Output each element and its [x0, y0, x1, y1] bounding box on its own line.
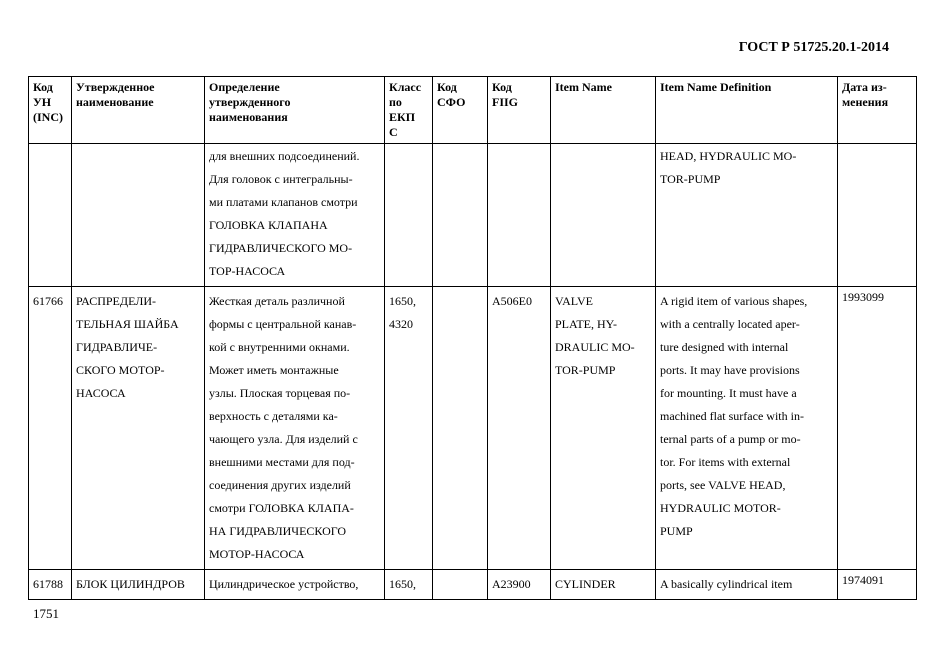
- cell-text: 4320: [389, 317, 413, 331]
- cell-item-def: [656, 144, 838, 287]
- cell-text: МОТОР-НАСОСА: [209, 547, 305, 561]
- cell-text: ternal parts of a pump or mo-: [660, 432, 801, 446]
- cell-text: DRAULIC MO-: [555, 340, 635, 354]
- cell-text: БЛОК ЦИЛИНДРОВ: [76, 577, 185, 591]
- cell-fiig: [488, 570, 551, 600]
- header-text: Код: [33, 80, 53, 94]
- header-text: менения: [842, 95, 889, 109]
- cell-text: ГИДРАВЛИЧЕСКОГО МО-: [209, 241, 353, 255]
- cell-text: VALVE: [555, 294, 594, 308]
- header-text: Код: [492, 80, 512, 94]
- cell-text: ture designed with internal: [660, 340, 789, 354]
- header-text: УН: [33, 95, 52, 109]
- cell-text: внешними местами для под-: [209, 455, 355, 469]
- cell-name: [72, 287, 205, 570]
- cell-date: [838, 287, 917, 570]
- page-number: 1751: [33, 606, 59, 621]
- cell-definition: [205, 287, 385, 570]
- header-text: Определение: [209, 80, 280, 94]
- cell-text: 1993099: [842, 290, 884, 304]
- cell-text: TOR-PUMP: [555, 363, 616, 377]
- cell-class: [385, 287, 433, 570]
- cell-text: для внешних подсоединений.: [209, 149, 360, 163]
- cell-text: ТЕЛЬНАЯ ШАЙБА: [76, 317, 179, 331]
- header-col-sfo: [433, 77, 488, 144]
- cell-inc: [29, 144, 72, 287]
- table-row: [29, 570, 917, 600]
- cell-text: ports, see VALVE HEAD,: [660, 478, 786, 492]
- header-text: ЕКП: [389, 110, 416, 124]
- header-text: СФО: [437, 95, 466, 109]
- cell-inc: [29, 287, 72, 570]
- header-text: Код: [437, 80, 457, 94]
- cell-text: PLATE, HY-: [555, 317, 617, 331]
- cell-text: ГОЛОВКА КЛАПАНА: [209, 218, 328, 232]
- cell-fiig: [488, 287, 551, 570]
- cell-date: [838, 144, 917, 287]
- header-text: наименование: [76, 95, 154, 109]
- cell-text: HYDRAULIC MOTOR-: [660, 501, 781, 515]
- cell-text: НАСОСА: [76, 386, 126, 400]
- cell-item-def: [656, 570, 838, 600]
- cell-fiig: [488, 144, 551, 287]
- cell-text: 61766: [33, 294, 63, 308]
- cell-text: with a centrally located aper-: [660, 317, 800, 331]
- table-header-row: [29, 77, 917, 144]
- header-text: С: [389, 125, 398, 139]
- cell-text: ми платами клапанов смотри: [209, 195, 358, 209]
- cell-name: [72, 144, 205, 287]
- header-col-inc: [29, 77, 72, 144]
- cell-text: ports. It may have provisions: [660, 363, 800, 377]
- header-text: (INC): [33, 110, 63, 124]
- cell-text: соединения других изделий: [209, 478, 351, 492]
- header-text: Дата из-: [842, 80, 887, 94]
- header-col-class: [385, 77, 433, 144]
- cell-text: PUMP: [660, 524, 693, 538]
- cell-text: ГИДРАВЛИЧЕ-: [76, 340, 158, 354]
- cell-text: Для головок с интегральны-: [209, 172, 353, 186]
- header-col-item-def: [656, 77, 838, 144]
- cell-text: machined flat surface with in-: [660, 409, 804, 423]
- cell-sfo: [433, 570, 488, 600]
- cell-text: формы с центральной канав-: [209, 317, 357, 331]
- header-col-fiig: [488, 77, 551, 144]
- header-text: утвержденного: [209, 95, 291, 109]
- header-text: Утвержденное: [76, 80, 155, 94]
- cell-sfo: [433, 287, 488, 570]
- cell-text: 1650,: [389, 577, 416, 591]
- header-text: по: [389, 95, 402, 109]
- cell-inc: [29, 570, 72, 600]
- cell-text: смотри ГОЛОВКА КЛАПА-: [209, 501, 354, 515]
- cell-text: A23900: [492, 577, 531, 591]
- cell-text: 1650,: [389, 294, 416, 308]
- header-col-date: [838, 77, 917, 144]
- cell-text: РАСПРЕДЕЛИ-: [76, 294, 157, 308]
- header-text: Item Name Definition: [660, 80, 772, 94]
- header-col-name: [72, 77, 205, 144]
- cell-text: A506E0: [492, 294, 532, 308]
- table-row: [29, 144, 917, 287]
- header-col-definition: [205, 77, 385, 144]
- cell-definition: [205, 144, 385, 287]
- cell-text: HEAD, HYDRAULIC MO-: [660, 149, 797, 163]
- cell-text: TOR-PUMP: [660, 172, 721, 186]
- cell-text: чающего узла. Для изделий с: [209, 432, 358, 446]
- cell-text: 61788: [33, 577, 63, 591]
- cell-date: [838, 570, 917, 600]
- cell-text: A basically cylindrical item: [660, 577, 793, 591]
- cell-definition: [205, 570, 385, 600]
- cell-text: 1974091: [842, 573, 884, 587]
- cell-text: A rigid item of various shapes,: [660, 294, 808, 308]
- cell-item-name: [551, 144, 656, 287]
- cell-text: Цилиндрическое устройство,: [209, 577, 359, 591]
- cell-text: CYLINDER: [555, 577, 616, 591]
- table-row: [29, 287, 917, 570]
- header-text: FIIG: [492, 95, 519, 109]
- cell-item-def: [656, 287, 838, 570]
- header-text: наименования: [209, 110, 288, 124]
- cell-text: верхность с деталями ка-: [209, 409, 338, 423]
- cell-text: Жесткая деталь различной: [209, 294, 345, 308]
- cell-text: tor. For items with external: [660, 455, 791, 469]
- header-text: Класс: [389, 80, 422, 94]
- cell-text: Может иметь монтажные: [209, 363, 339, 377]
- cell-class: [385, 144, 433, 287]
- cell-text: кой с внутренними окнами.: [209, 340, 350, 354]
- header-text: Item Name: [555, 80, 612, 94]
- cell-text: ТОР-НАСОСА: [209, 264, 286, 278]
- header-col-item-name: [551, 77, 656, 144]
- cell-class: [385, 570, 433, 600]
- cell-name: [72, 570, 205, 600]
- cell-text: НА ГИДРАВЛИЧЕСКОГО: [209, 524, 347, 538]
- cell-text: СКОГО МОТОР-: [76, 363, 165, 377]
- cell-item-name: [551, 287, 656, 570]
- cell-text: for mounting. It must have a: [660, 386, 797, 400]
- catalog-table: [28, 76, 917, 600]
- cell-sfo: [433, 144, 488, 287]
- cell-text: узлы. Плоская торцевая по-: [209, 386, 351, 400]
- document-title: ГОСТ Р 51725.20.1-2014: [738, 40, 889, 55]
- cell-item-name: [551, 570, 656, 600]
